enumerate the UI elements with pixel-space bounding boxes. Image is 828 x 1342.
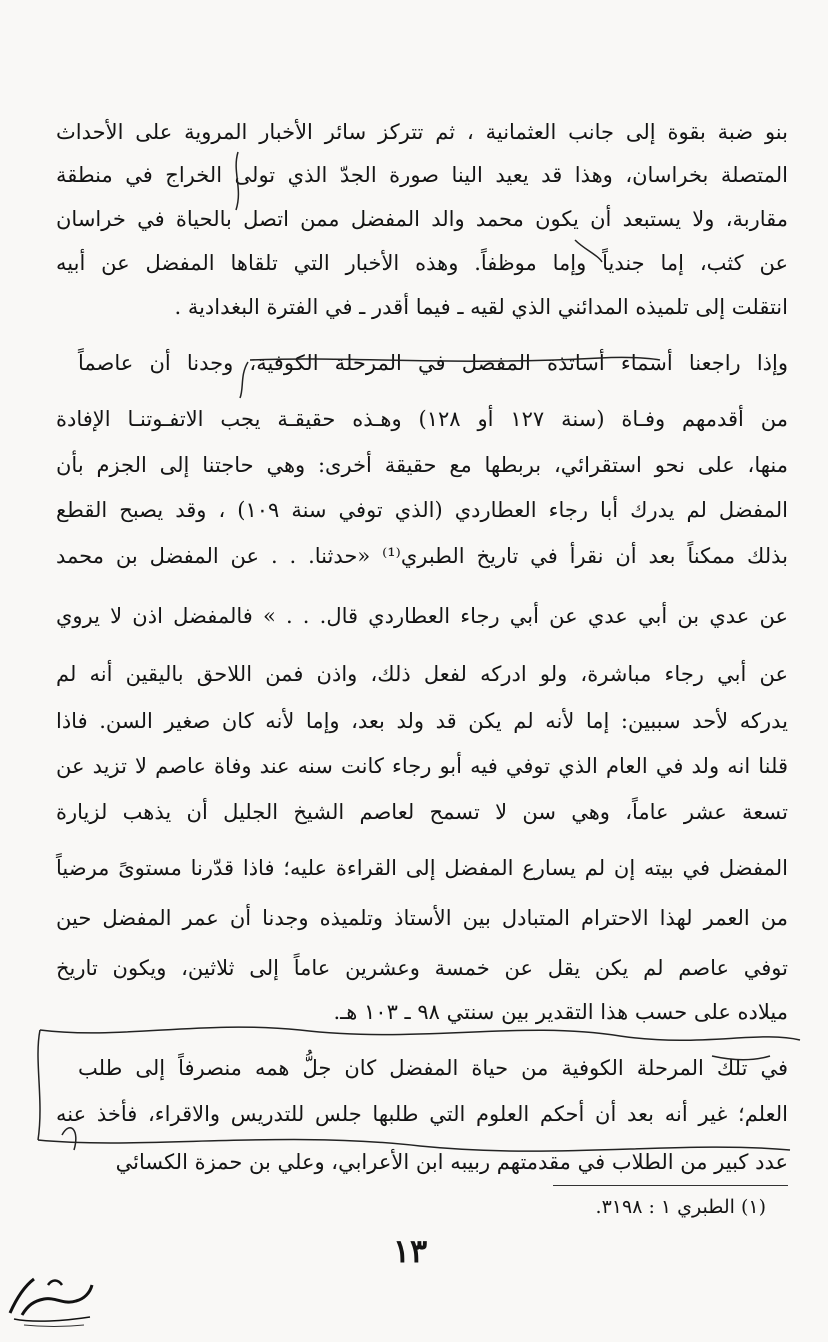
text-line: من العمر لهذا الاحترام المتبادل بين الأستاذ وتلميذه وجدنا أن عمر المفضل حين xyxy=(56,906,788,930)
text-line: في تلك المرحلة الكوفية من حياة المفضل كان جلُّ همه منصرفاً إلى طلب xyxy=(78,1056,788,1080)
text-line: عن أبي رجاء مباشرة، ولو ادركه لفعل ذلك، واذن فمن اللاحق باليقين أنه لم xyxy=(56,662,788,686)
text-line: بنو ضبة بقوة إلى جانب العثمانية ، ثم تتركز سائر الأخبار المروية على الأحداث xyxy=(56,120,788,144)
stamp-glyph xyxy=(4,1265,96,1331)
text-line: العلم؛ غير أنه بعد أن أحكم العلوم التي طلبها جلس للتدريس والاقراء، فأخذ عنه xyxy=(56,1102,788,1126)
text-line: انتقلت إلى تلميذه المدائني الذي لقيه ـ فيما أقدر ـ في الفترة البغدادية . xyxy=(174,295,788,319)
text-line: يدركه لأحد سببين: إما لأنه لم يكن قد ولد بعد، وإما لأنه كان صغير السن. فاذا xyxy=(56,709,788,733)
text-line: المفضل لم يدرك أبا رجاء العطاردي (الذي توفي سنة ١٠٩) ، وقد يصبح القطع xyxy=(56,498,788,522)
text-line: ميلاده على حسب هذا التقدير بين سنتي ٩٨ ـ ١٠٣ هـ. xyxy=(333,1000,788,1024)
page-number: ١٣ xyxy=(392,1232,428,1270)
text-line: المتصلة بخراسان، وهذا قد يعيد الينا صورة الجدّ الذي تولى الخراج في منطقة xyxy=(56,163,788,187)
text-line: المفضل في بيته إن لم يسارع المفضل إلى القراءة عليه؛ فاذا قدّرنا مستوىً مرضياً xyxy=(56,856,788,880)
text-line: عدد كبير من الطلاب في مقدمتهم ربيبه ابن الأعرابي، وعلي بن حمزة الكسائي xyxy=(115,1150,788,1174)
text-line: بذلك ممكناً بعد أن نقرأ في تاريخ الطبري⁽¹⁾ «حدثنا. . . عن المفضل بن محمد xyxy=(56,544,788,568)
footnote-divider xyxy=(553,1185,788,1186)
text-line: تسعة عشر عاماً، وهي سن لا تسمح لعاصم الشيخ الجليل أن يذهب لزيارة xyxy=(56,800,788,824)
footnote: (١) الطبري ١ : ٣١٩٨. xyxy=(595,1196,766,1218)
text-line: من أقدمهم وفـاة (سنة ١٢٧ أو ١٢٨) وهـذه حقيقـة يجب الاتفـوتنـا الإفادة xyxy=(56,407,788,431)
text-line: قلنا انه ولد في العام الذي توفي فيه أبو رجاء كانت سنه عند وفاة عاصم لا تزيد عن xyxy=(56,754,788,778)
library-stamp-logo xyxy=(4,1265,96,1331)
text-line: توفي عاصم لم يكن يقل عن خمسة وعشرين عاماً إلى ثلاثين، ويكون تاريخ xyxy=(56,956,788,980)
text-line: منها، على نحو استقرائي، بربطها مع حقيقة أخرى: وهي حاجتنا إلى الجزم بأن xyxy=(56,453,788,477)
text-line: مقاربة، ولا يستبعد أن يكون محمد والد المفضل ممن اتصل بالحياة في خراسان xyxy=(56,207,788,231)
text-line: وإذا راجعنا أسماء أساتذة المفضل في المرحلة الكوفية، وجدنا أن عاصماً xyxy=(78,351,788,375)
text-line: عن كثب، إما جندياً وإما موظفاً. وهذه الأخبار التي تلقاها المفضل عن أبيه xyxy=(56,251,788,275)
text-line: عن عدي بن أبي عدي عن أبي رجاء العطاردي قال. . . » فالمفضل اذن لا يروي xyxy=(56,604,788,628)
